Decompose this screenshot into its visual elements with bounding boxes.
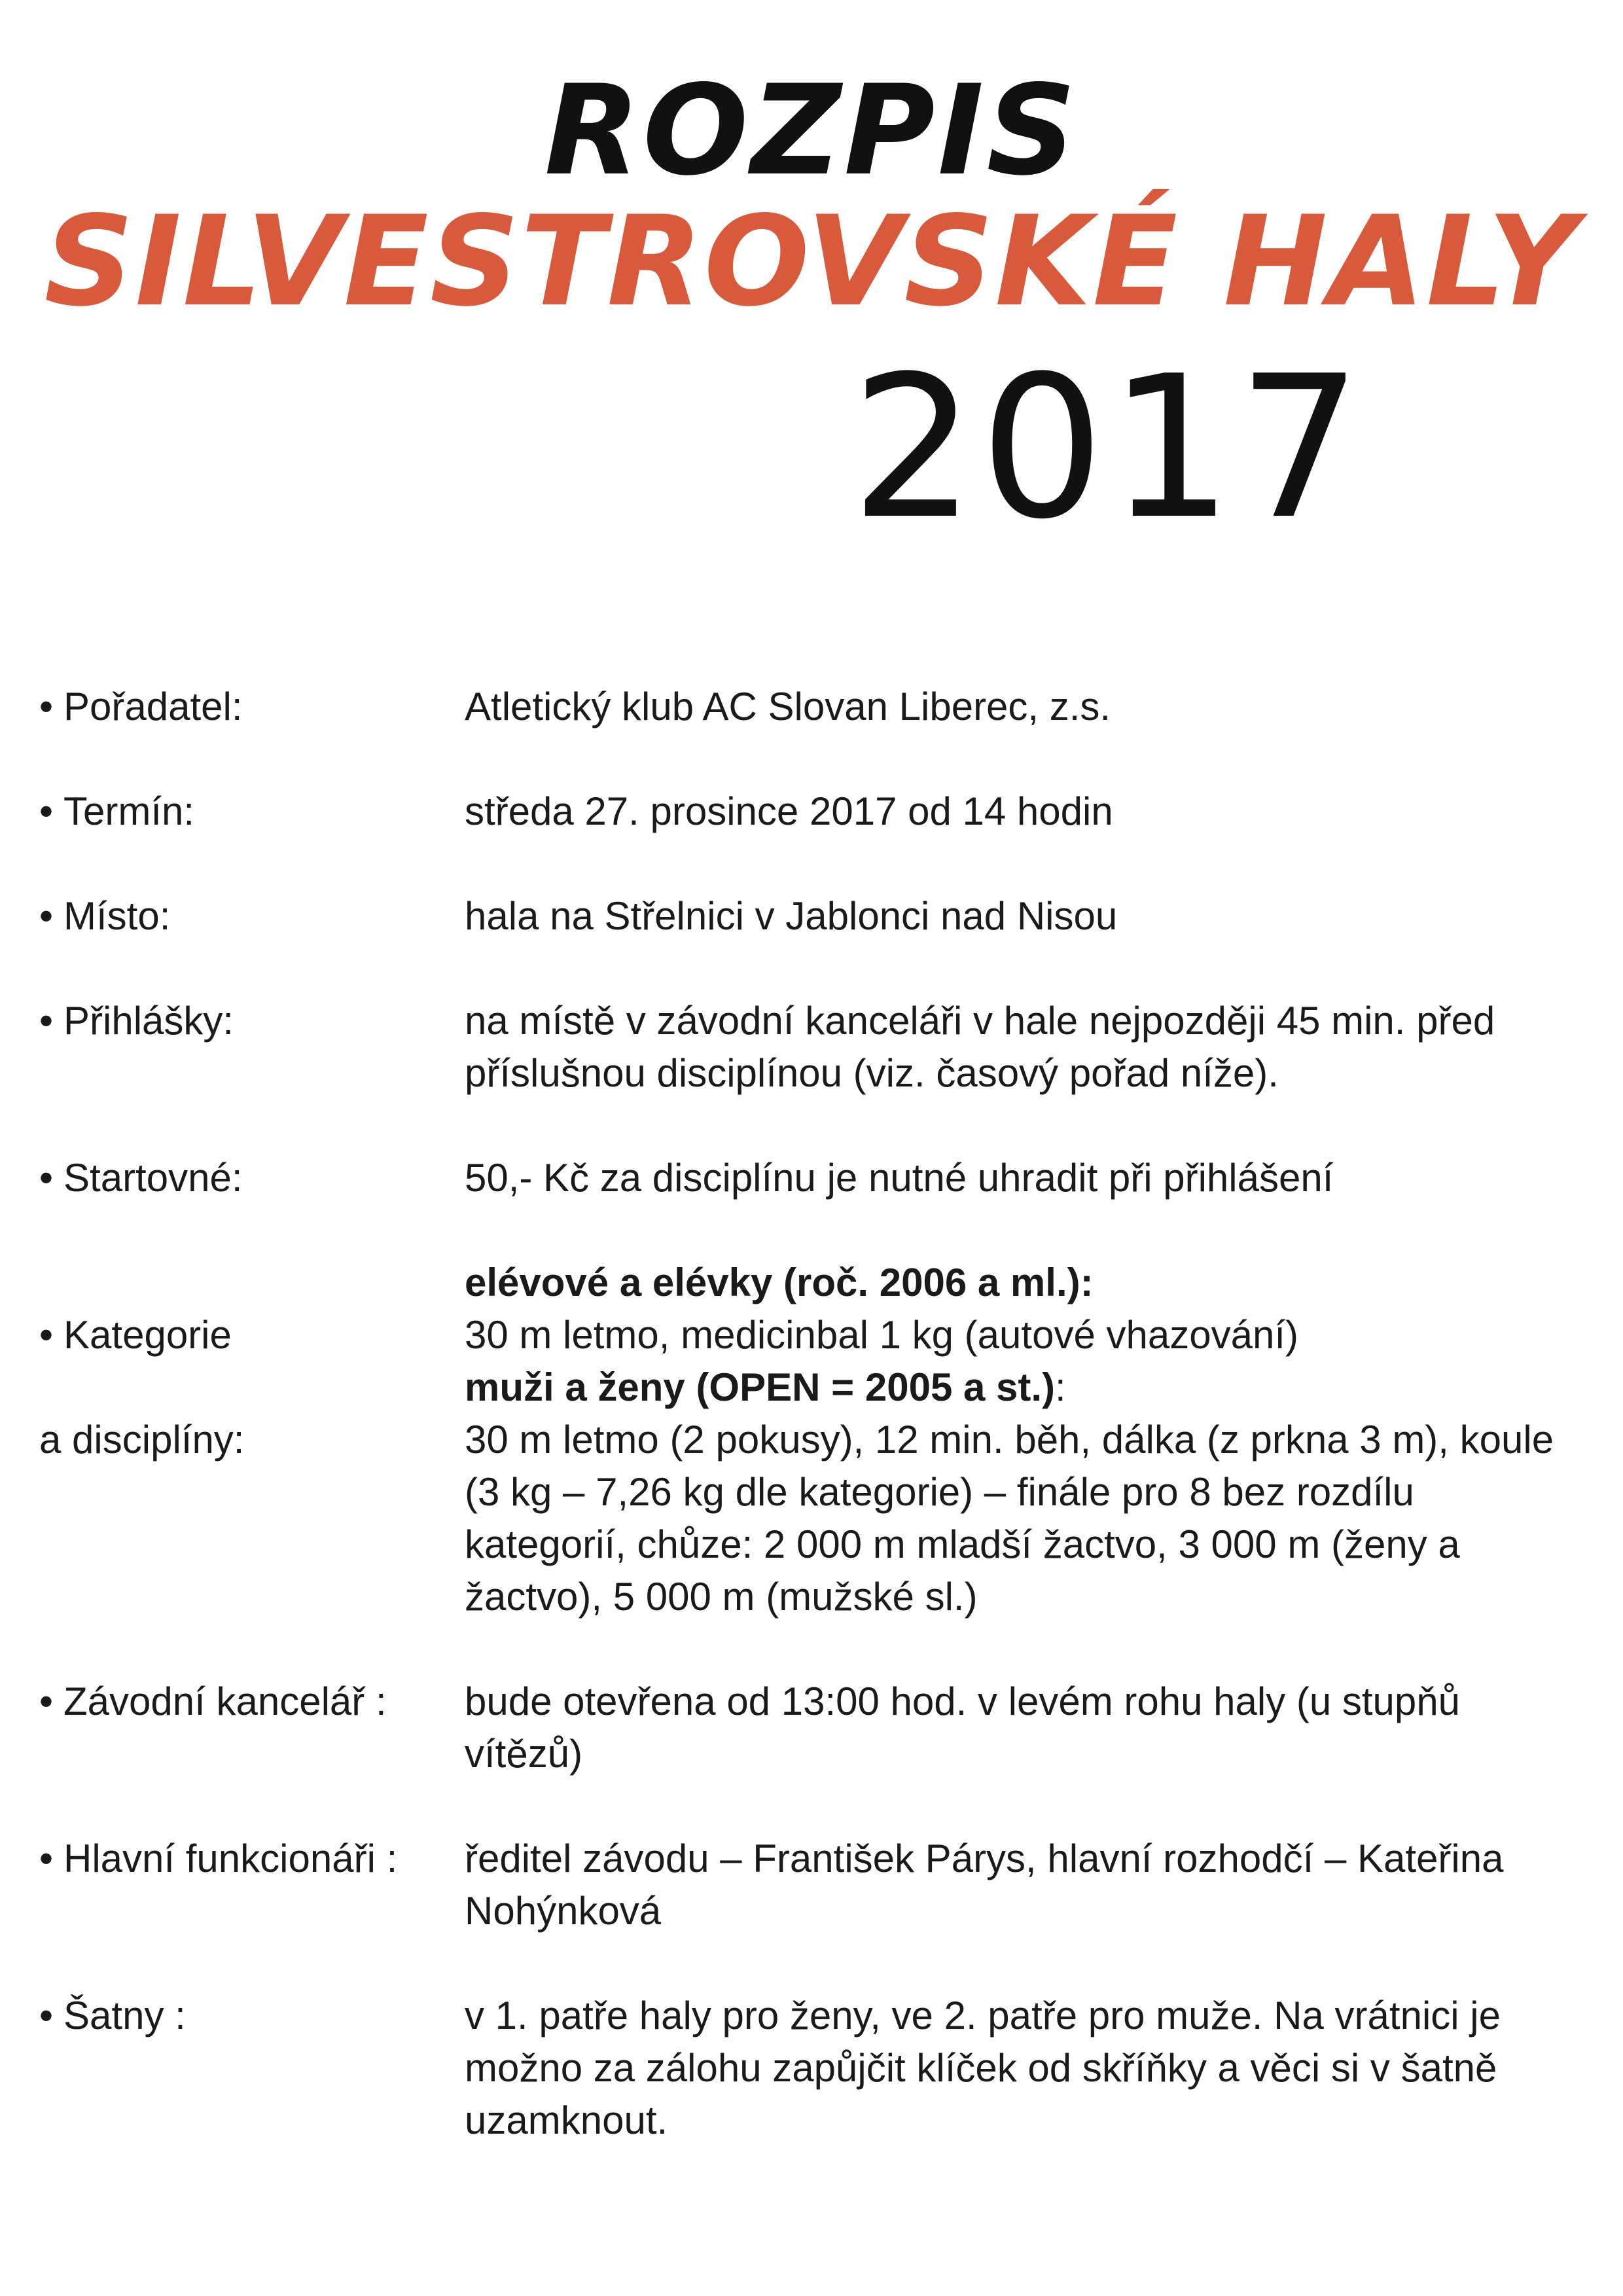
open-category-heading-line	[465, 1361, 1584, 1414]
row-label	[39, 1257, 465, 1518]
open-category-colon: :	[1055, 1365, 1066, 1409]
label-text: Místo:	[63, 894, 171, 938]
bullet-icon: •	[39, 789, 54, 833]
youth-category-disciplines: 30 m letmo, medicinbal 1 kg (autové vhazování)	[465, 1313, 1298, 1357]
info-row-fee	[39, 1152, 1584, 1204]
row-label	[39, 785, 465, 838]
title-rozpis: ROZPIS	[544, 58, 1079, 203]
bullet-icon: •	[39, 1837, 54, 1880]
row-label	[39, 995, 465, 1047]
row-value: středa 27. prosince 2017 od 14 hodin	[465, 789, 1113, 833]
info-row-categories	[39, 1257, 1584, 1623]
info-row-registration	[39, 995, 1584, 1100]
bullet-icon: •	[39, 1679, 54, 1723]
row-value: hala na Střelnici v Jablonci nad Nisou	[465, 894, 1118, 938]
bullet-icon: •	[39, 1994, 54, 2037]
row-label	[39, 1152, 465, 1204]
label-text: Startovné:	[63, 1156, 243, 1200]
label-line	[39, 1309, 465, 1361]
label-text: Kategorie	[63, 1313, 232, 1357]
row-label	[39, 1990, 465, 2042]
label-text: Hlavní funkcionáři :	[63, 1837, 398, 1880]
label-text: Závodní kancelář :	[63, 1679, 387, 1723]
row-label	[39, 681, 465, 733]
title-year: 2017	[851, 334, 1366, 562]
row-value: na místě v závodní kanceláři v hale nejpozději 45 min. před příslušnou disciplínou (viz. časový pořad níže).	[465, 999, 1495, 1095]
page-header	[0, 0, 1623, 589]
bullet-icon: •	[39, 999, 54, 1043]
bullet-icon: •	[39, 894, 54, 938]
label-line: a disciplíny:	[39, 1418, 245, 1462]
label-text: Pořadatel:	[63, 685, 243, 728]
info-row-place	[39, 890, 1584, 942]
row-value: Atletický klub AC Slovan Liberec, z.s.	[465, 685, 1111, 728]
row-label	[39, 890, 465, 942]
label-text: Termín:	[63, 789, 195, 833]
open-category-disciplines: 30 m letmo (2 pokusy), 12 min. běh, dálka (z prkna 3 m), koule (3 kg – 7,26 kg dle kategorie) – finále pro 8 bez rozdílu kategorií, chůze: 2 000 m mladší žactvo, 3 000 m (ženy a žactvo), 5 000 m (mužské sl.)	[465, 1418, 1554, 1619]
row-value: v 1. patře haly pro ženy, ve 2. patře pro muže. Na vrátnici je možno za zálohu zapůjčit klíček od skříňky a věci si v šatně uzamknout.	[465, 1994, 1501, 2142]
bullet-icon: •	[39, 1156, 54, 1200]
row-value: bude otevřena od 13:00 hod. v levém rohu haly (u stupňů vítězů)	[465, 1679, 1461, 1776]
label-text: Přihlášky:	[63, 999, 234, 1043]
bullet-icon: •	[39, 685, 54, 728]
row-label	[39, 1676, 465, 1728]
info-row-officials	[39, 1833, 1584, 1937]
row-label	[39, 1833, 465, 1885]
info-row-organizer	[39, 681, 1584, 733]
row-value: ředitel závodu – František Párys, hlavní rozhodčí – Kateřina Nohýnková	[465, 1837, 1504, 1933]
info-row-office	[39, 1676, 1584, 1780]
info-list	[39, 681, 1584, 2199]
row-value	[465, 1257, 1584, 1623]
title-event-name: SILVESTROVSKÉ HALY	[44, 189, 1579, 334]
label-text: Šatny :	[63, 1994, 186, 2037]
info-row-changing-rooms	[39, 1990, 1584, 2147]
row-value: 50,- Kč za disciplínu je nutné uhradit při přihlášení	[465, 1156, 1334, 1200]
info-row-date	[39, 785, 1584, 838]
open-category-heading: muži a ženy (OPEN = 2005 a st.)	[465, 1365, 1056, 1409]
bullet-icon: •	[39, 1313, 54, 1357]
youth-category-heading: elévové a elévky (roč. 2006 a ml.):	[465, 1261, 1094, 1304]
